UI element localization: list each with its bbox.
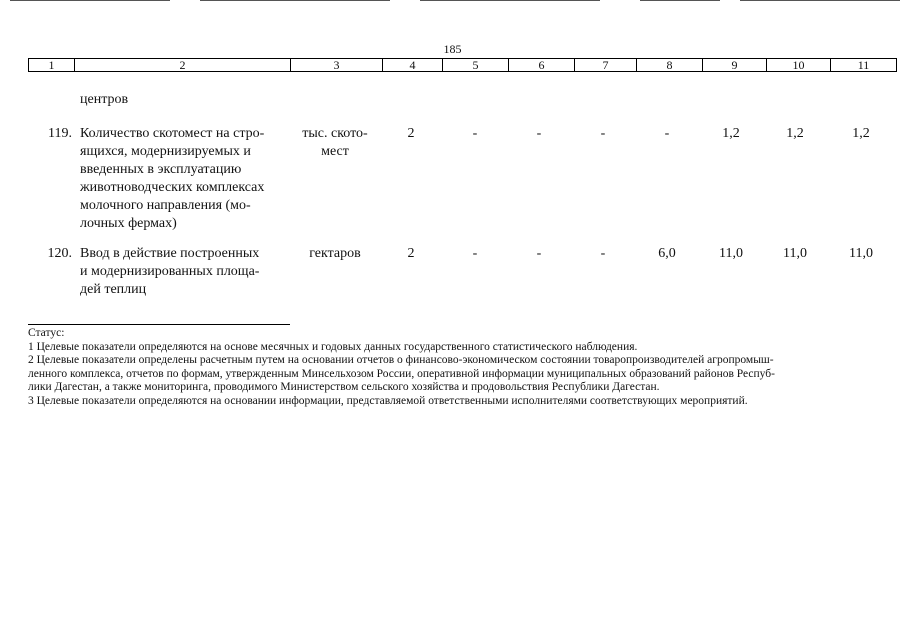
scan-top-rule xyxy=(200,0,390,1)
scan-top-rule xyxy=(740,0,900,1)
value-cell: 1,2 xyxy=(786,126,804,141)
page-number: 185 xyxy=(443,42,462,56)
value-cell: - xyxy=(600,246,606,261)
column-header: 3 xyxy=(291,59,383,72)
row-number: 120. xyxy=(47,246,72,261)
footnote-line: 3 Целевые показатели определяются на основании информации, представляемой ответственными исполнителями соответствующих мероприятий. xyxy=(28,394,748,407)
indicator-name: Количество скотомест на стро- ящихся, модернизируемых и введенных в эксплуатацию животноводческих комплексах молочного направления (мо- лочных фермах) xyxy=(80,126,265,231)
footnote-heading: Статус: xyxy=(28,327,65,339)
footnote-line: лики Дагестан, а также мониторинга, проводимого Министерством сельского хозяйства и продовольствия Республики Дагестан. xyxy=(28,381,660,393)
value-cell: - xyxy=(664,126,670,141)
value-cell: 1,2 xyxy=(852,126,870,141)
value-cell: 11,0 xyxy=(849,246,873,261)
value-cell: - xyxy=(536,126,542,141)
value-cell: - xyxy=(536,246,542,261)
value-cell: - xyxy=(472,246,478,261)
unit-of-measure: тыс. ското- мест xyxy=(302,126,368,159)
value-cell: 11,0 xyxy=(719,246,743,261)
value-cell: 2 xyxy=(407,126,415,141)
column-header: 11 xyxy=(831,59,897,72)
value-cell: 6,0 xyxy=(658,246,676,261)
header-row xyxy=(29,59,897,72)
indicator-name: Ввод в действие построенных и модернизированных площа- дей теплиц xyxy=(80,246,260,297)
value-cell: 11,0 xyxy=(783,246,807,261)
column-header: 7 xyxy=(575,59,637,72)
column-header: 10 xyxy=(767,59,831,72)
footnote-line: 2 Целевые показатели определены расчетным путем на основании отчетов о финансово-экономическом состоянии товаропроизводителей агропромыш- xyxy=(28,354,774,366)
value-cell: 2 xyxy=(407,246,415,261)
scan-top-rule xyxy=(10,0,170,1)
scan-top-rule xyxy=(420,0,600,1)
footnotes xyxy=(28,327,890,408)
value-cell: - xyxy=(472,126,478,141)
unit-of-measure: гектаров xyxy=(309,246,361,261)
indicator-name: центров xyxy=(80,92,129,107)
column-header: 4 xyxy=(383,59,443,72)
column-header: 8 xyxy=(637,59,703,72)
column-header: 1 xyxy=(29,59,75,72)
column-header: 6 xyxy=(509,59,575,72)
footnote-line: 1 Целевые показатели определяются на основе месячных и годовых данных государственного статистического наблюдения. xyxy=(28,340,638,353)
column-header: 9 xyxy=(703,59,767,72)
footnote-line: ленного комплекса, отчетов по формам, утвержденным Минсельхозом России, оперативной информации муниципальных образований районов Респуб- xyxy=(28,367,775,380)
column-header: 2 xyxy=(75,59,291,72)
column-number-header xyxy=(28,58,897,72)
row-number: 119. xyxy=(48,126,72,141)
scan-top-rule xyxy=(640,0,720,1)
value-cell: 1,2 xyxy=(722,126,740,141)
column-header: 5 xyxy=(443,59,509,72)
footnote-separator xyxy=(28,324,290,325)
value-cell: - xyxy=(600,126,606,141)
